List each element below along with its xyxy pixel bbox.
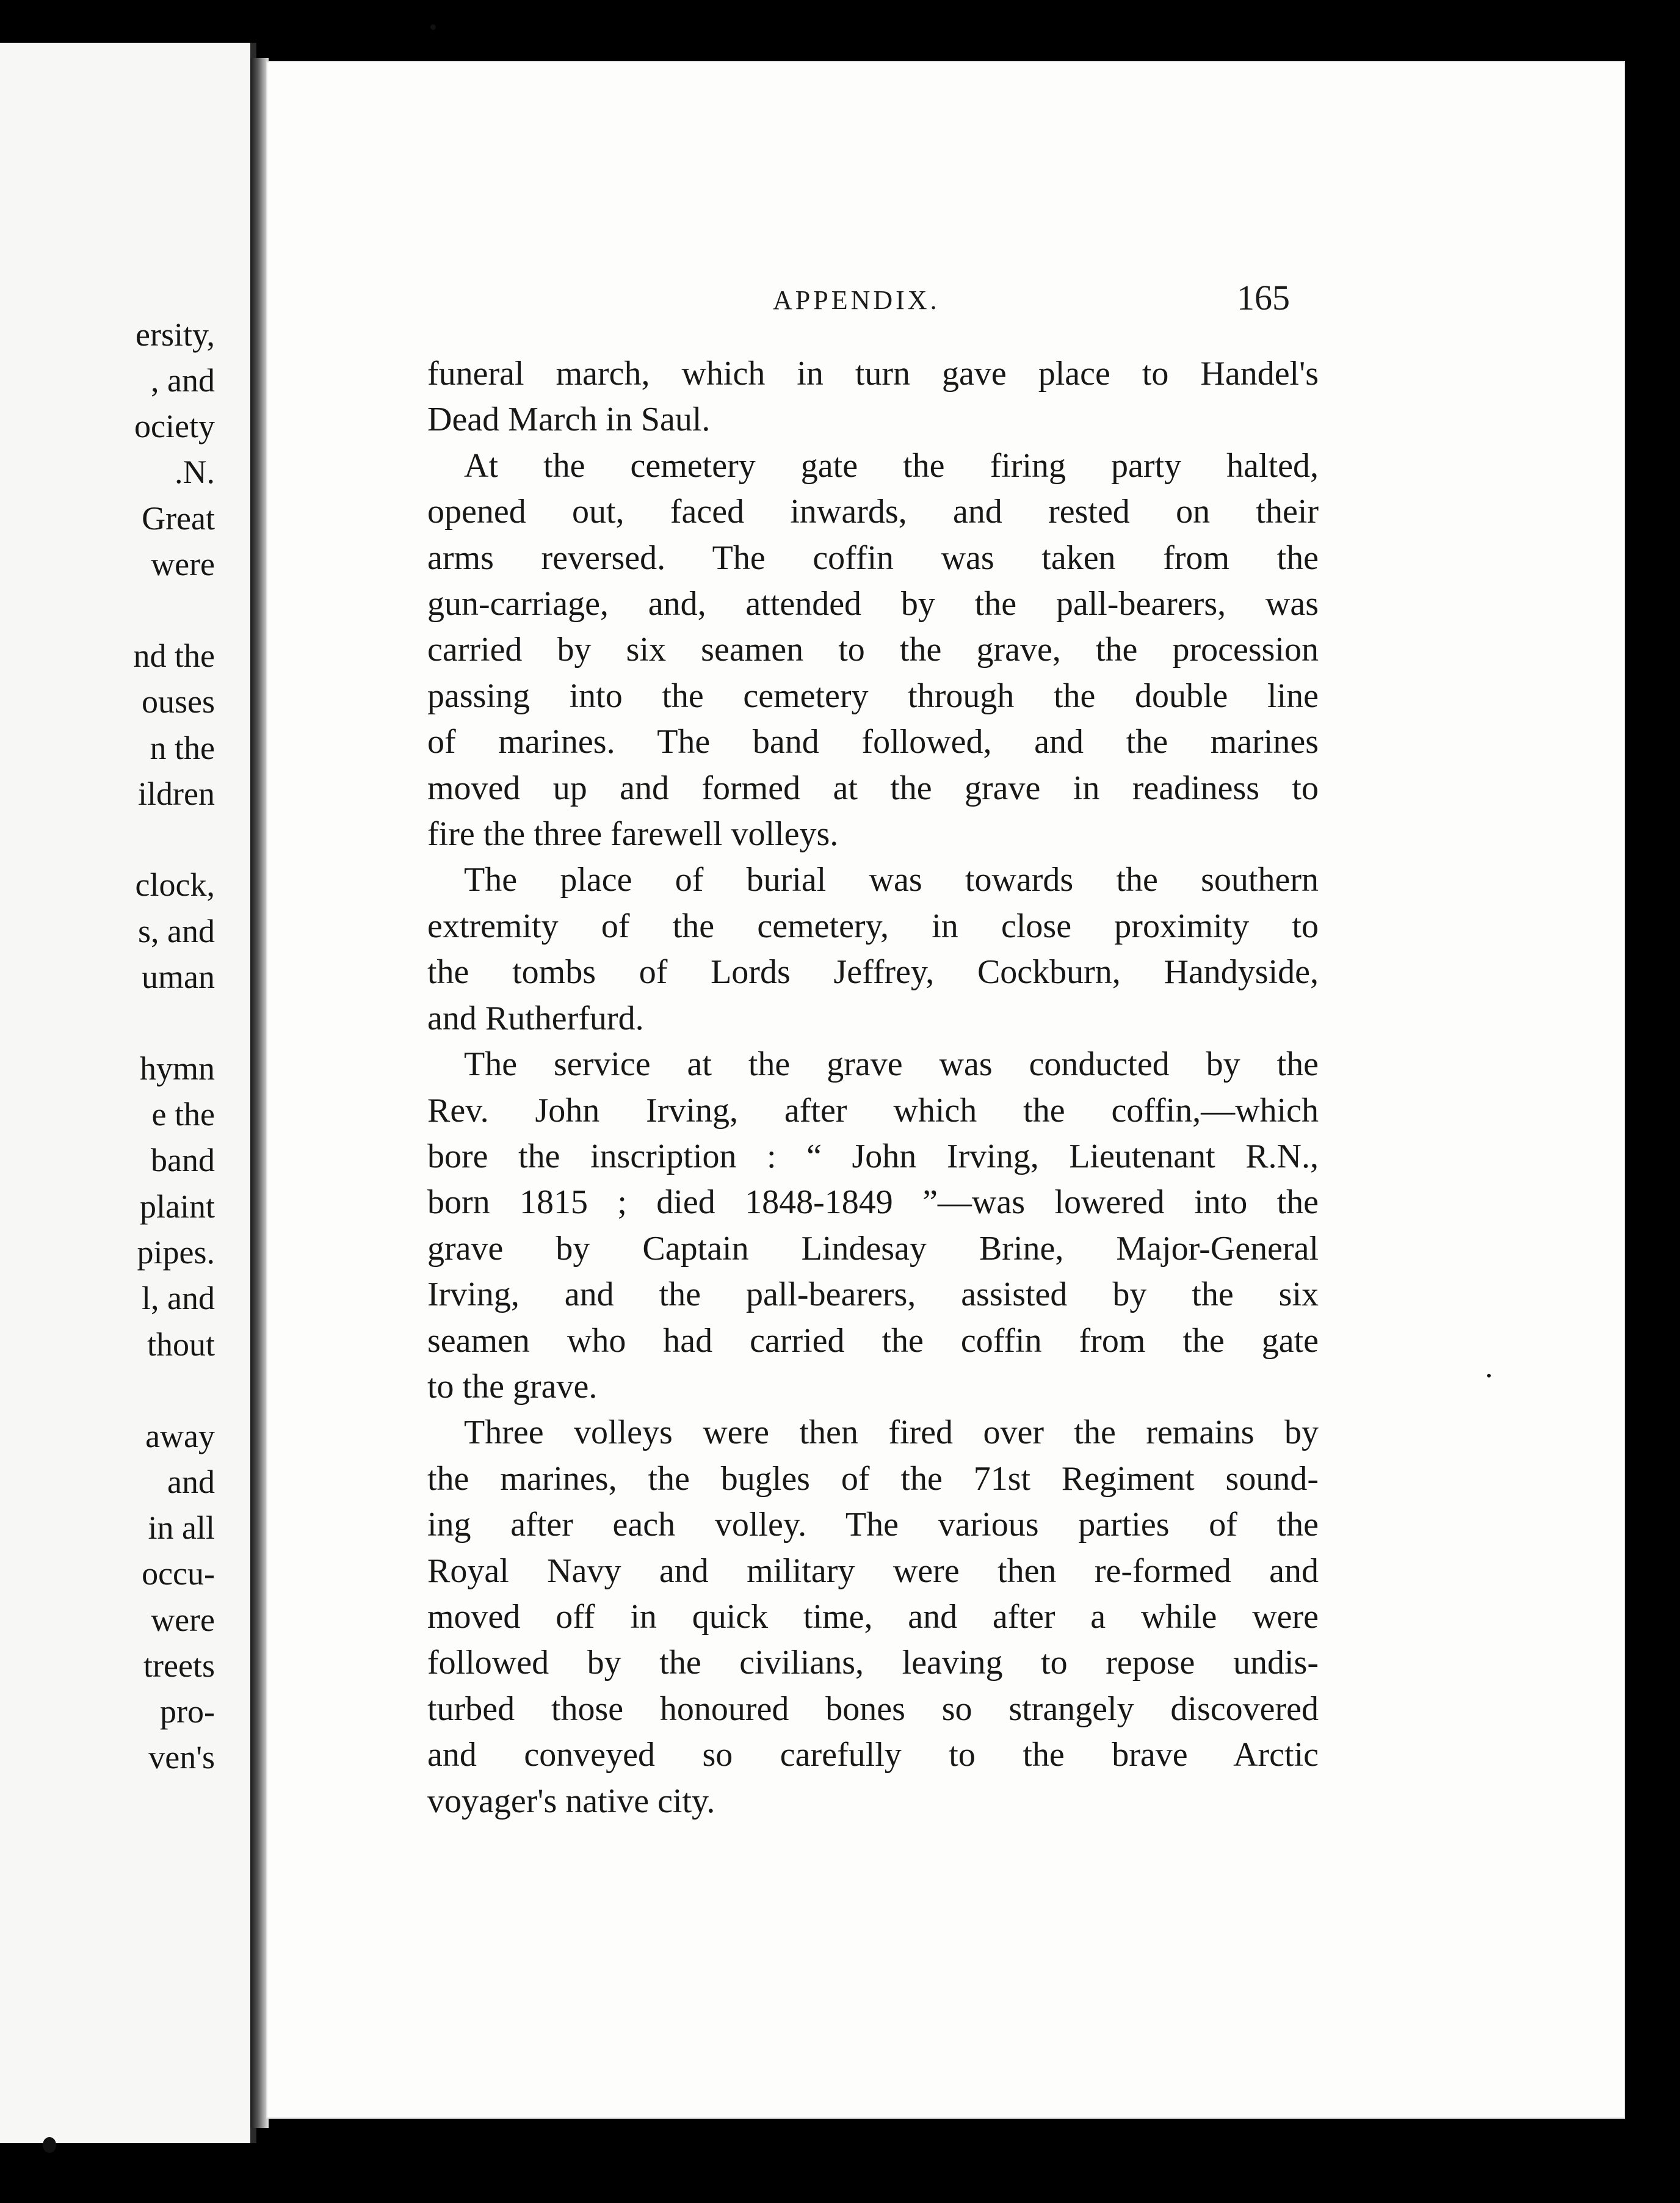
text-line: extremity of the cemetery, in close proximity to <box>427 907 1319 945</box>
text-line: ing after each volley. The various parties of the <box>427 1506 1319 1544</box>
text-line: voyager's native city. <box>427 1782 715 1820</box>
text-line: Three volleys were then fired over the remains by <box>464 1414 1319 1452</box>
left-page-fragment: band <box>151 1142 215 1178</box>
left-page-fragment: ersity, <box>136 316 215 353</box>
page-number: 165 <box>1237 278 1290 318</box>
text-line: opened out, faced inwards, and rested on their <box>427 493 1319 531</box>
text-line: the tombs of Lords Jeffrey, Cockburn, Handyside, <box>427 953 1319 992</box>
running-title: APPENDIX. <box>773 285 940 315</box>
left-facing-page <box>0 43 256 2143</box>
left-page-fragment: clock, <box>135 866 215 903</box>
text-line: funeral march, which in turn gave place to Handel's <box>427 355 1319 393</box>
text-line: bore the inscription : “ John Irving, Lieutenant R.N., <box>427 1137 1319 1175</box>
text-line: passing into the cemetery through the double line <box>427 677 1319 715</box>
left-page-fragment: away <box>145 1418 215 1454</box>
left-page-fragment: treets <box>143 1647 215 1684</box>
scan-speck <box>1487 1374 1491 1377</box>
left-page-fragment: were <box>151 546 215 583</box>
left-page-fragment: Great <box>142 500 215 537</box>
text-line: carried by six seamen to the grave, the procession <box>427 631 1319 669</box>
text-line: moved off in quick time, and after a while were <box>427 1597 1319 1636</box>
text-line: the marines, the bugles of the 71st Regiment sound- <box>427 1459 1319 1498</box>
left-page-fragment: pro- <box>160 1693 215 1730</box>
left-page-fragment: pipes. <box>137 1234 215 1271</box>
text-line: Dead March in Saul. <box>427 401 711 439</box>
left-page-fragment: in all <box>148 1509 215 1546</box>
left-page-fragment: were <box>151 1602 215 1638</box>
text-line: fire the three farewell volleys. <box>427 815 839 854</box>
left-page-fragment: n the <box>150 730 215 766</box>
scan-speck <box>43 2137 56 2153</box>
left-page-fragment: ociety <box>134 408 215 445</box>
text-line: arms reversed. The coffin was taken from the <box>427 539 1319 577</box>
left-page-fragment: uman <box>142 959 215 995</box>
text-line: At the cemetery gate the firing party halted, <box>464 446 1319 485</box>
text-line: seamen who had carried the coffin from the gate <box>427 1321 1319 1360</box>
left-page-fragment: e the <box>151 1096 215 1133</box>
text-line: gun-carriage, and, attended by the pall-bearers, was <box>427 585 1319 623</box>
left-page-fragment: l, and <box>142 1280 215 1316</box>
body-text <box>427 351 1319 1824</box>
text-line: The place of burial was towards the southern <box>464 861 1319 899</box>
text-line: Irving, and the pall-bearers, assisted by the six <box>427 1276 1319 1314</box>
left-page-fragment: .N. <box>175 454 215 490</box>
text-line: grave by Captain Lindesay Brine, Major-General <box>427 1229 1319 1268</box>
left-page-fragment: ven's <box>148 1739 215 1776</box>
left-page-fragment: hymn <box>139 1050 215 1087</box>
text-line: and Rutherfurd. <box>427 999 644 1037</box>
text-line: Rev. John Irving, after which the coffin,—which <box>427 1091 1319 1130</box>
scan-speck <box>430 24 436 30</box>
left-page-fragment: occu- <box>142 1555 215 1592</box>
running-header <box>266 274 1625 322</box>
left-page-fragment: ouses <box>142 683 215 720</box>
left-page-fragment: thout <box>147 1326 215 1363</box>
left-page-fragment: ildren <box>138 775 215 812</box>
left-page-fragment: nd the <box>133 637 215 674</box>
left-page-fragment: and <box>167 1464 215 1500</box>
text-line: of marines. The band followed, and the marines <box>427 723 1319 761</box>
text-line: to the grave. <box>427 1367 598 1406</box>
left-page-fragment: s, and <box>138 913 215 949</box>
text-line: turbed those honoured bones so strangely discovered <box>427 1689 1319 1728</box>
left-page-fragment: , and <box>151 362 215 399</box>
text-line: born 1815 ; died 1848-1849 ”—was lowered into the <box>427 1183 1319 1222</box>
text-line: Royal Navy and military were then re-formed and <box>427 1552 1319 1590</box>
right-page <box>266 61 1625 2119</box>
text-line: followed by the civilians, leaving to repose undis- <box>427 1644 1319 1682</box>
text-line: The service at the grave was conducted by the <box>464 1045 1319 1084</box>
left-page-fragment: plaint <box>140 1188 215 1225</box>
text-line: and conveyed so carefully to the brave Arctic <box>427 1736 1319 1774</box>
text-line: moved up and formed at the grave in readiness to <box>427 769 1319 807</box>
